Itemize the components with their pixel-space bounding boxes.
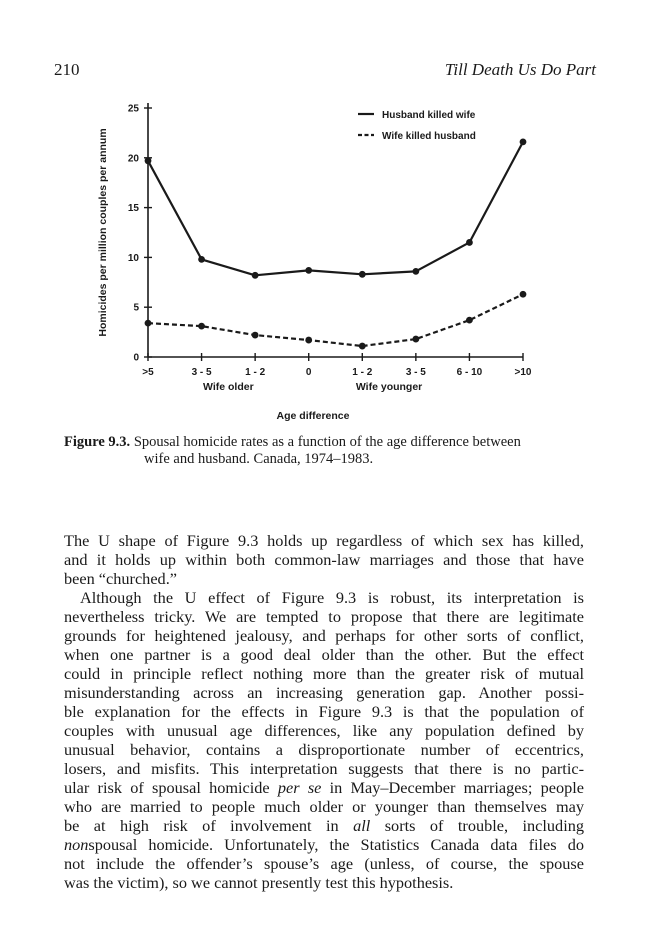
x-tick-label: 3 - 5 (405, 367, 426, 378)
data-point (466, 317, 473, 324)
body-line: grounds for heightened jealousy, and perhaps for other sorts of conflict, (64, 626, 584, 645)
data-point (252, 332, 259, 339)
y-axis-label: Homicides per million couples per annum (97, 128, 109, 337)
body-line: could in principle reflect nothing more than the greater risk of mutual (64, 664, 584, 683)
data-point (520, 138, 527, 145)
y-tick-label: 20 (127, 153, 139, 165)
body-line: was the victim), so we cannot presently test this hypothesis. (64, 873, 454, 892)
body-line: Although the U effect of Figure 9.3 is robust, its interpretation is (80, 588, 584, 607)
data-point (252, 272, 259, 279)
body-line: and it holds up within both common-law marriages and those that have (64, 550, 584, 569)
figure-caption (64, 434, 590, 468)
x-axis-label: Age difference (276, 410, 350, 422)
y-tick-label: 0 (133, 352, 139, 364)
body-line: been “churched.” (64, 569, 177, 588)
page-header (54, 60, 596, 84)
x-tick-label: >5 (142, 367, 154, 378)
homicide-chart (0, 95, 654, 435)
body-text (64, 531, 584, 892)
y-tick-label: 10 (127, 252, 139, 264)
body-line: ble explanation for the effects in Figure 9.3 is that the population of (64, 702, 584, 721)
body-line: ular risk of spousal homicide per se in May–December marriages; people (64, 778, 584, 797)
data-point (359, 343, 366, 350)
x-group-label-right: Wife younger (355, 381, 423, 393)
body-line: who are married to people much older or younger than themselves may (64, 797, 584, 816)
figure-caption-label: Figure 9.3. (64, 434, 131, 450)
body-line: when one partner is a good deal older than the other. But the effect (64, 645, 584, 664)
body-line: losers, and misfits. This interpretation suggests that there is no partic- (64, 759, 584, 778)
data-point (305, 267, 312, 274)
body-line: The U shape of Figure 9.3 holds up regardless of which sex has killed, (64, 531, 584, 550)
data-point (412, 268, 419, 275)
series-line-husband-killed-wife (148, 142, 523, 275)
legend-label: Wife killed husband (382, 131, 476, 142)
page-number: 210 (54, 60, 80, 79)
y-tick-label: 15 (127, 203, 139, 215)
body-line: unusual behavior, contains a disproportionate number of eccentrics, (64, 740, 584, 759)
x-group-label-left: Wife older (203, 381, 254, 393)
data-point (520, 291, 527, 298)
data-point (198, 256, 205, 263)
legend-label: Husband killed wife (382, 110, 476, 121)
x-tick-label: >10 (514, 367, 532, 378)
body-line: misunderstanding across an increasing generation gap. Another possi- (64, 683, 584, 702)
body-line: nonspousal homicide. Unfortunately, the Statistics Canada data files do (64, 835, 584, 854)
x-tick-label: 3 - 5 (191, 367, 212, 378)
data-point (145, 320, 152, 327)
data-point (466, 239, 473, 246)
figure-caption-line2: wife and husband. Canada, 1974–1983. (144, 451, 374, 467)
body-line: be at high risk of involvement in all sorts of trouble, including (64, 816, 585, 835)
running-title: Till Death Us Do Part (444, 60, 596, 79)
figure-caption-line1: Spousal homicide rates as a function of the age difference between (130, 434, 521, 450)
data-point (305, 337, 312, 344)
y-tick-label: 25 (127, 103, 139, 115)
body-line: nevertheless tricky. We are tempted to propose that there are legitimate (64, 607, 584, 626)
body-line: couples with unusual age differences, like any population defined by (64, 721, 584, 740)
x-tick-label: 1 - 2 (245, 367, 266, 378)
y-tick-label: 5 (133, 302, 139, 314)
x-tick-label: 6 - 10 (456, 367, 483, 378)
body-line: not include the offender’s spouse’s age (unless, of course, the spouse (64, 854, 584, 873)
x-tick-label: 0 (305, 367, 312, 378)
data-point (145, 157, 152, 164)
data-point (198, 323, 205, 330)
x-tick-label: 1 - 2 (352, 367, 373, 378)
data-point (359, 271, 366, 278)
data-point (412, 336, 419, 343)
